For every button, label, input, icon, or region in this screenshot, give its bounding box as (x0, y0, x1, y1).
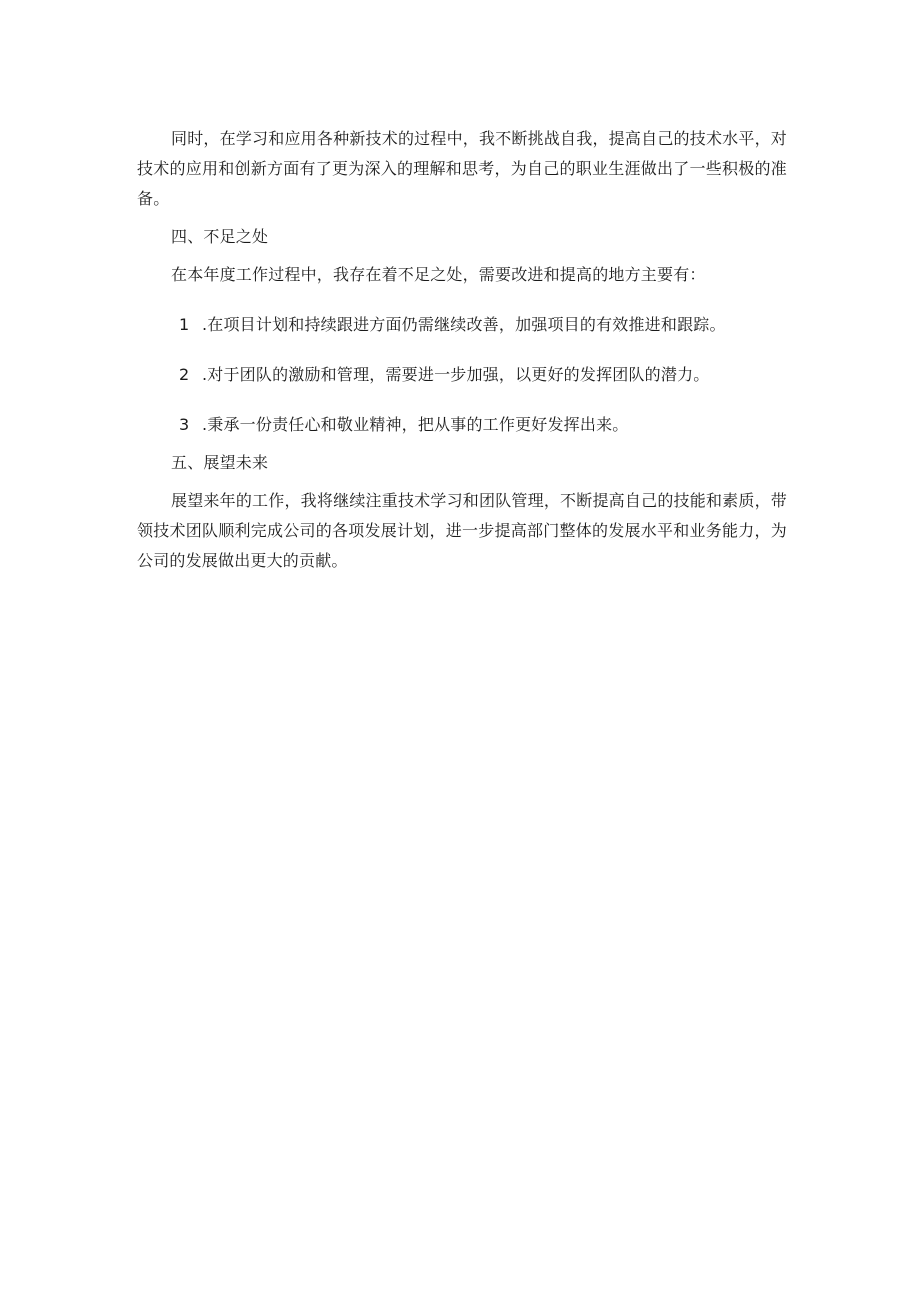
paragraph-new-tech: 同时，在学习和应用各种新技术的过程中，我不断挑战自我，提高自己的技术水平，对技术的应用和创新方面有了更为深入的理解和思考，为自己的职业生涯做出了一些积极的准备。 (137, 129, 787, 208)
list-item-number: 2 (179, 365, 190, 384)
list-item-text: .在项目计划和持续跟进方面仍需继续改善，加强项目的有效推进和跟踪。 (202, 315, 726, 334)
list-item-number: 1 (179, 315, 190, 334)
section-heading-shortcomings: 四、不足之处 (171, 227, 269, 246)
list-item (137, 410, 787, 440)
shortcomings-intro: 在本年度工作过程中，我存在着不足之处，需要改进和提高的地方主要有： (171, 265, 706, 284)
section-heading-outlook: 五、展望未来 (171, 453, 269, 472)
list-item-number: 3 (179, 415, 190, 434)
document-body (137, 124, 787, 576)
list-item (137, 360, 787, 390)
list-item-text: .秉承一份责任心和敬业精神，把从事的工作更好发挥出来。 (202, 415, 629, 434)
paragraph-outlook: 展望来年的工作，我将继续注重技术学习和团队管理，不断提高自己的技能和素质，带领技术团队顺利完成公司的各项发展计划，进一步提高部门整体的发展水平和业务能力，为公司的发展做出更大的贡献。 (137, 491, 787, 570)
list-item-text: .对于团队的激励和管理，需要进一步加强，以更好的发挥团队的潜力。 (202, 365, 710, 384)
list-item (137, 310, 787, 340)
